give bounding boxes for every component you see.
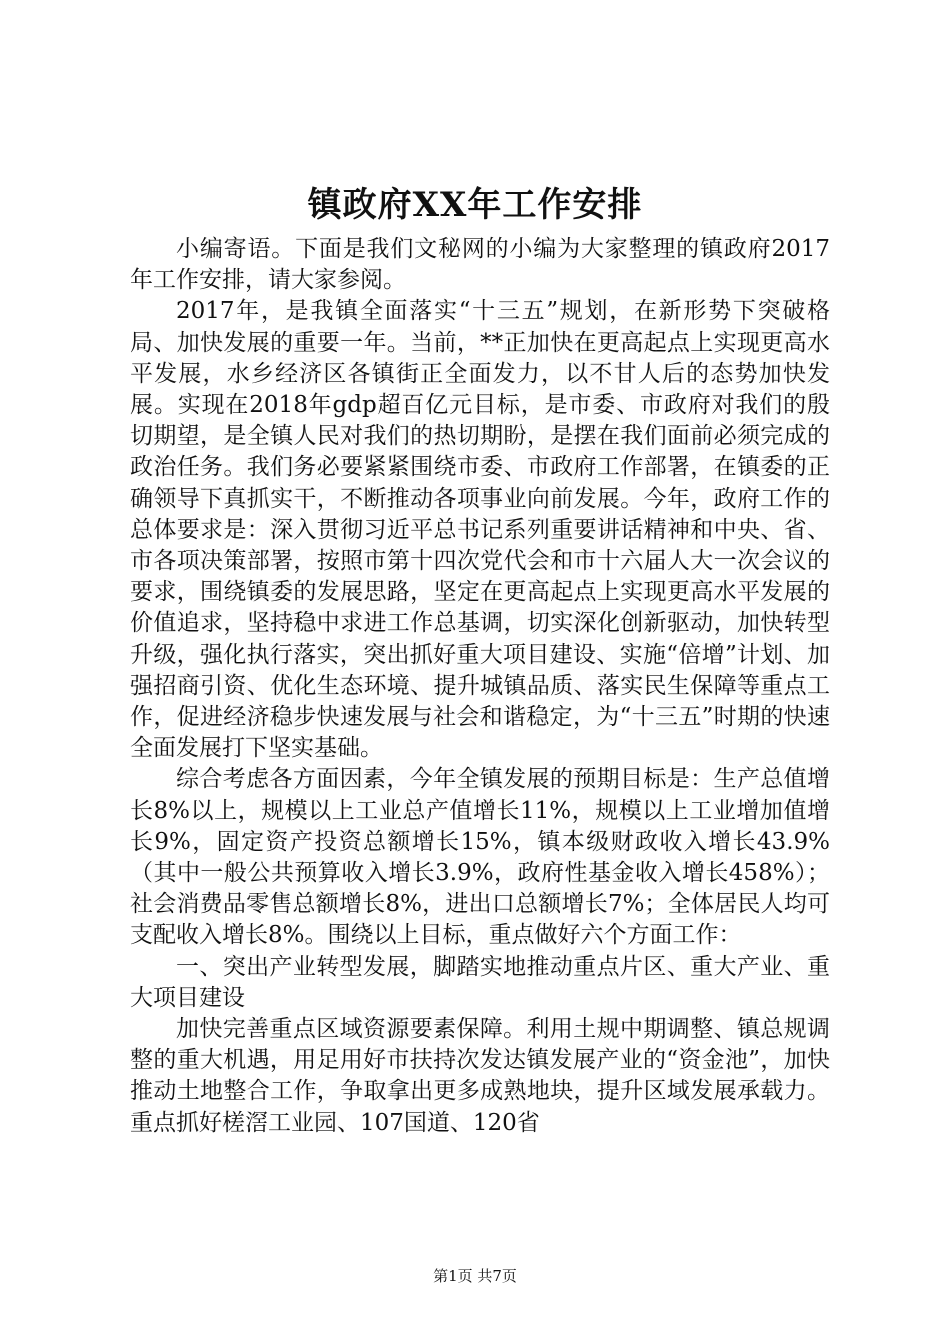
paragraph-targets: 综合考虑各方面因素，今年全镇发展的预期目标是：生产总值增长8%以上，规模以上工业总产值增长11%，规模以上工业增加值增长9%，固定资产投资总额增长15%，镇本级财政收入增长43.9%（其中一般公共预算收入增长3.9%，政府性基金收入增长458%）；社会消费品零售总额增长8%，进出口总额增长7%；全体居民人均可支配收入增长8%。围绕以上目标，重点做好六个方面工作： (130, 766, 830, 949)
paragraph-overview: 2017年，是我镇全面落实“十三五”规划，在新形势下突破格局、加快发展的重要一年。当前，**正加快在更高起点上实现更高水平发展，水乡经济区各镇街正全面发力，以不甘人后的态势加快发展。实现在2018年gdp超百亿元目标，是市委、市政府对我们的殷切期望，是全镇人民对我们的热切期盼，是摆在我们面前必须完成的政治任务。我们务必要紧紧围绕市委、市政府工作部署，在镇委的正确领导下真抓实干，不断推动各项事业向前发展。今年，政府工作的总体要求是：深入贯彻习近平总书记系列重要讲话精神和中央、省、市各项决策部署，按照市第十四次党代会和市十六届人大一次会议的要求，围绕镇委的发展思路，坚定在更高起点上实现更高水平发展的价值追求，坚持稳中求进工作总基调，切实深化创新驱动，加快转型升级，强化执行落实，突出抓好重大项目建设、实施“倍增”计划、加强招商引资、优化生态环境、提升城镇品质、落实民生保障等重点工作，促进经济稳步快速发展与社会和谐稳定，为“十三五”时期的快速全面发展打下坚实基础。 (130, 298, 830, 762)
paragraph-resources: 加快完善重点区域资源要素保障。利用土规中期调整、镇总规调整的重大机遇，用足用好市扶持次发达镇发展产业的“资金池”，加快推动土地整合工作，争取拿出更多成熟地块，提升区域发展承载力。重点抓好槎滘工业园、107国道、120省 (130, 1016, 830, 1136)
document-title: 镇政府XX年工作安排 (307, 185, 643, 225)
document-body (130, 234, 830, 1139)
page-footer: 第1页 共7页 (433, 1267, 517, 1285)
paragraph-intro: 小编寄语。下面是我们文秘网的小编为大家整理的镇政府2017年工作安排，请大家参阅。 (130, 236, 830, 294)
paragraph-section-heading: 一、突出产业转型发展，脚踏实地推动重点片区、重大产业、重大项目建设 (130, 953, 830, 1011)
